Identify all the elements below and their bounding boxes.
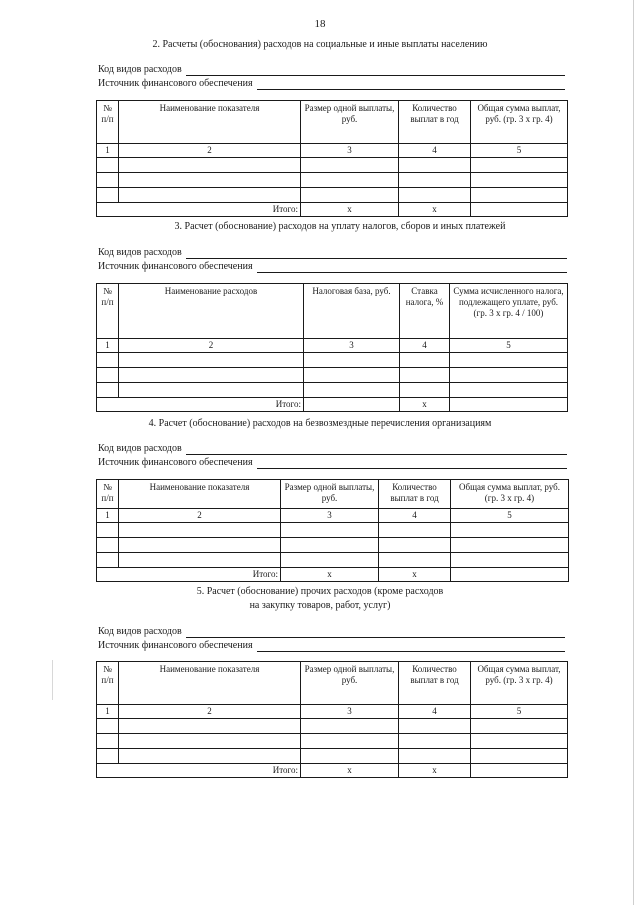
table-cell[interactable]: [97, 523, 119, 538]
table-header-row: [97, 284, 568, 339]
table-cell[interactable]: [451, 523, 569, 538]
kod-line[interactable]: [186, 66, 565, 76]
total-label: Итого:: [119, 764, 301, 778]
table-cell[interactable]: [97, 553, 119, 568]
kod-label: Код видов расходов: [98, 64, 182, 75]
header-cell: № п/п: [97, 480, 119, 509]
table-cell[interactable]: [281, 538, 379, 553]
header-cell: № п/п: [97, 101, 119, 144]
table-row: [97, 749, 568, 764]
header-cell: Общая сумма выплат, руб. (гр. 3 х гр. 4): [451, 480, 569, 509]
table-cell[interactable]: [471, 188, 568, 203]
section-4-istochnik-field: [98, 457, 567, 469]
column-number: 1: [97, 144, 119, 158]
istochnik-line[interactable]: [257, 263, 567, 273]
section-3-title-line: 3. Расчет (обоснование) расходов на уплату налогов, сборов и иных платежей: [174, 221, 506, 232]
istochnik-label: Источник финансового обеспечения: [98, 457, 253, 468]
total-row: [97, 398, 568, 412]
table-cell[interactable]: [399, 734, 471, 749]
kod-label: Код видов расходов: [98, 443, 182, 454]
column-number-row: [97, 339, 568, 353]
table-row: [97, 368, 568, 383]
table-cell[interactable]: [119, 553, 281, 568]
table-cell[interactable]: [97, 538, 119, 553]
section-4-title: [0, 417, 640, 431]
header-cell: Размер одной выплаты, руб.: [301, 662, 399, 705]
column-number: 4: [399, 705, 471, 719]
section-5-kod-field: [98, 626, 565, 638]
table-header-row: [97, 662, 568, 705]
kod-label: Код видов расходов: [98, 626, 182, 637]
column-number: 2: [119, 339, 304, 353]
table-cell[interactable]: [119, 749, 301, 764]
table-cell[interactable]: [471, 158, 568, 173]
table-row: [97, 734, 568, 749]
total-label: Итого:: [119, 398, 304, 412]
total-cell: х: [281, 568, 379, 582]
table-cell[interactable]: [281, 553, 379, 568]
header-cell: Общая сумма выплат, руб. (гр. 3 х гр. 4): [471, 101, 568, 144]
section-2-title-line: 2. Расчеты (обоснования) расходов на социальные и иные выплаты населению: [152, 39, 488, 50]
section-4-title-line: 4. Расчет (обоснование) расходов на безвозмездные перечисления организациям: [148, 418, 492, 429]
total-row: [97, 203, 568, 217]
column-number: 2: [119, 509, 281, 523]
table-cell[interactable]: [451, 538, 569, 553]
column-number: 4: [400, 339, 450, 353]
page-number: 18: [314, 18, 326, 30]
istochnik-line[interactable]: [257, 642, 565, 652]
table-cell[interactable]: [399, 173, 471, 188]
table-row: [97, 173, 568, 188]
section-3-istochnik-field: [98, 261, 567, 273]
table-row: [97, 383, 568, 398]
istochnik-label: Источник финансового обеспечения: [98, 78, 253, 89]
table-cell[interactable]: [379, 553, 451, 568]
header-cell: Наименование показателя: [119, 480, 281, 509]
table-cell[interactable]: [304, 353, 400, 368]
table-cell[interactable]: [97, 368, 119, 383]
table-row: [97, 353, 568, 368]
table-cell: [97, 568, 119, 582]
total-row: [97, 568, 569, 582]
table-cell[interactable]: [399, 719, 471, 734]
table-cell[interactable]: [119, 523, 281, 538]
section-3-kod-field: [98, 247, 567, 259]
table-row: [97, 538, 569, 553]
column-number: 5: [471, 705, 568, 719]
section-2-istochnik-field: [98, 78, 565, 90]
table-cell[interactable]: [97, 173, 119, 188]
table-cell[interactable]: [471, 734, 568, 749]
table-cell[interactable]: [400, 353, 450, 368]
total-cell: х: [379, 568, 451, 582]
column-number-row: [97, 144, 568, 158]
kod-label: Код видов расходов: [98, 247, 182, 258]
column-number: 4: [379, 509, 451, 523]
total-label: Итого:: [119, 568, 281, 582]
table-cell[interactable]: [450, 383, 568, 398]
table-row: [97, 188, 568, 203]
table-header-row: [97, 480, 569, 509]
table-cell[interactable]: [451, 553, 569, 568]
header-cell: Общая сумма выплат, руб. (гр. 3 х гр. 4): [471, 662, 568, 705]
section-5-istochnik-field: [98, 640, 565, 652]
total-sum-cell[interactable]: [471, 203, 568, 217]
table-cell[interactable]: [119, 368, 304, 383]
table-cell[interactable]: [97, 353, 119, 368]
header-cell: Налоговая база, руб.: [304, 284, 400, 339]
column-number-row: [97, 509, 569, 523]
page-edge: [633, 0, 634, 905]
header-cell: № п/п: [97, 284, 119, 339]
istochnik-line[interactable]: [257, 80, 565, 90]
istochnik-label: Источник финансового обеспечения: [98, 640, 253, 651]
column-number: 2: [119, 144, 301, 158]
column-number: 3: [304, 339, 400, 353]
table-cell[interactable]: [301, 734, 399, 749]
table-cell[interactable]: [97, 734, 119, 749]
table-cell[interactable]: [301, 173, 399, 188]
total-cell: х: [399, 764, 471, 778]
column-number: 5: [450, 339, 568, 353]
column-number: 1: [97, 339, 119, 353]
table-cell[interactable]: [301, 749, 399, 764]
kod-line[interactable]: [186, 249, 567, 259]
table-cell[interactable]: [97, 719, 119, 734]
total-label: Итого:: [119, 203, 301, 217]
header-cell: Размер одной выплаты, руб.: [281, 480, 379, 509]
header-cell: Наименование показателя: [119, 662, 301, 705]
header-cell: Сумма исчисленного налога, подлежащего уплате, руб. (гр. 3 х гр. 4 / 100): [450, 284, 568, 339]
header-cell: № п/п: [97, 662, 119, 705]
table-row: [97, 553, 569, 568]
table-cell[interactable]: [399, 188, 471, 203]
section-4-kod-field: [98, 443, 567, 455]
table-cell[interactable]: [399, 158, 471, 173]
table-cell[interactable]: [301, 719, 399, 734]
table-cell[interactable]: [119, 383, 304, 398]
table-cell[interactable]: [119, 188, 301, 203]
table-cell[interactable]: [119, 719, 301, 734]
table-cell[interactable]: [119, 158, 301, 173]
total-cell: х: [301, 764, 399, 778]
kod-line[interactable]: [186, 628, 565, 638]
total-sum-cell[interactable]: [451, 568, 569, 582]
table-cell[interactable]: [119, 734, 301, 749]
table-cell[interactable]: [281, 523, 379, 538]
total-cell: х: [301, 203, 399, 217]
table-row: [97, 719, 568, 734]
total-sum-cell[interactable]: [450, 398, 568, 412]
table-cell[interactable]: [97, 158, 119, 173]
table-cell[interactable]: [399, 749, 471, 764]
header-cell: Количество выплат в год: [399, 662, 471, 705]
section-2-table: [96, 100, 568, 217]
section-5-title-line: на закупку товаров, работ, услуг): [249, 600, 391, 611]
section-5-title: [0, 585, 640, 613]
column-number: 4: [399, 144, 471, 158]
istochnik-line[interactable]: [257, 459, 567, 469]
header-cell: Количество выплат в год: [399, 101, 471, 144]
table-cell[interactable]: [471, 719, 568, 734]
table-cell[interactable]: [97, 188, 119, 203]
section-2-title: [0, 38, 640, 52]
table-row: [97, 158, 568, 173]
table-cell[interactable]: [304, 383, 400, 398]
header-cell: Ставка налога, %: [400, 284, 450, 339]
table-cell[interactable]: [450, 353, 568, 368]
table-row: [97, 523, 569, 538]
section-3-table: [96, 283, 568, 412]
column-number: 3: [301, 144, 399, 158]
header-cell: Наименование расходов: [119, 284, 304, 339]
column-number-row: [97, 705, 568, 719]
table-cell[interactable]: [301, 188, 399, 203]
table-cell[interactable]: [471, 173, 568, 188]
table-cell[interactable]: [379, 523, 451, 538]
column-number: 1: [97, 705, 119, 719]
header-cell: Наименование показателя: [119, 101, 301, 144]
table-cell[interactable]: [301, 158, 399, 173]
total-cell[interactable]: [304, 398, 400, 412]
table-cell[interactable]: [304, 368, 400, 383]
total-cell: х: [400, 398, 450, 412]
column-number: 5: [451, 509, 569, 523]
table-cell: [97, 203, 119, 217]
section-5-table: [96, 661, 568, 778]
table-header-row: [97, 101, 568, 144]
table-cell[interactable]: [471, 749, 568, 764]
table-cell[interactable]: [97, 383, 119, 398]
table-cell: [97, 764, 119, 778]
total-cell: х: [399, 203, 471, 217]
scan-mark: [52, 660, 53, 700]
table-cell[interactable]: [119, 173, 301, 188]
column-number: 1: [97, 509, 119, 523]
section-4-table: [96, 479, 569, 582]
table-cell[interactable]: [400, 368, 450, 383]
total-sum-cell[interactable]: [471, 764, 568, 778]
table-cell: [97, 398, 119, 412]
table-cell[interactable]: [119, 538, 281, 553]
table-cell[interactable]: [379, 538, 451, 553]
section-3-title: [0, 220, 640, 234]
table-cell[interactable]: [119, 353, 304, 368]
section-2-kod-field: [98, 64, 565, 76]
table-cell[interactable]: [97, 749, 119, 764]
table-cell[interactable]: [400, 383, 450, 398]
istochnik-label: Источник финансового обеспечения: [98, 261, 253, 272]
total-row: [97, 764, 568, 778]
column-number: 3: [281, 509, 379, 523]
column-number: 2: [119, 705, 301, 719]
column-number: 3: [301, 705, 399, 719]
header-cell: Размер одной выплаты, руб.: [301, 101, 399, 144]
kod-line[interactable]: [186, 445, 567, 455]
header-cell: Количество выплат в год: [379, 480, 451, 509]
column-number: 5: [471, 144, 568, 158]
section-5-title-line: 5. Расчет (обоснование) прочих расходов (кроме расходов: [196, 586, 444, 597]
table-cell[interactable]: [450, 368, 568, 383]
